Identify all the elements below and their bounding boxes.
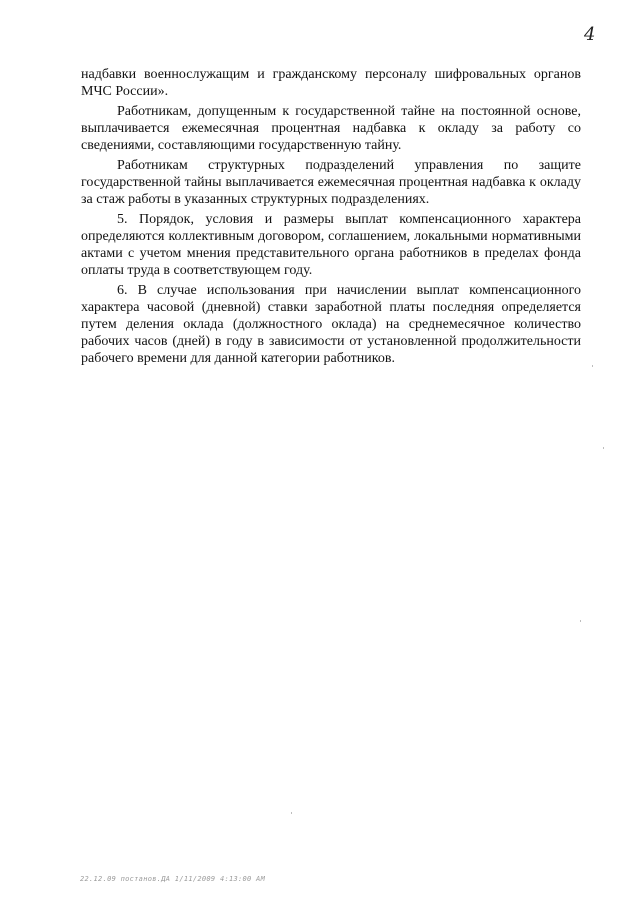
footer-print-stamp: 22.12.09 постанов.ДА 1/11/2009 4:13:00 AM <box>80 875 266 883</box>
paragraph-continuation: надбавки военнослужащим и гражданскому персоналу шифровальных органов МЧС России». <box>81 67 581 99</box>
paragraph-state-secret-allowance: Работникам, допущенным к государственной тайне на постоянной основе, выплачивается ежемесячная процентная надбавка к окладу за работу со сведениями, составляющими государственную тайну. <box>81 104 581 153</box>
document-body <box>81 66 581 367</box>
scan-speck <box>603 447 604 449</box>
paragraph-item-5: 5. Порядок, условия и размеры выплат компенсационного характера определяются коллективным договором, соглашением, локальными нормативными актами с учетом мнения представительного органа работников в пределах фонда оплаты труда в соответствующем году. <box>81 212 581 278</box>
scan-speck <box>580 620 581 622</box>
scan-speck <box>291 812 292 814</box>
paragraph-seniority-allowance: Работникам структурных подразделений управления по защите государственной тайны выплачивается ежемесячная процентная надбавка к окладу за стаж работы в указанных структурных подразделениях. <box>81 158 581 207</box>
page-number: 4 <box>584 24 596 45</box>
paragraph-item-6: 6. В случае использования при начислении выплат компенсационного характера часовой (дневной) ставки заработной платы последняя определяется путем деления оклада (должностного оклада) на среднемесячное количество рабочих часов (дней) в году в зависимости от установленной продолжительности рабочего времени для данной категории работников. <box>81 283 581 366</box>
scan-speck <box>592 365 593 367</box>
